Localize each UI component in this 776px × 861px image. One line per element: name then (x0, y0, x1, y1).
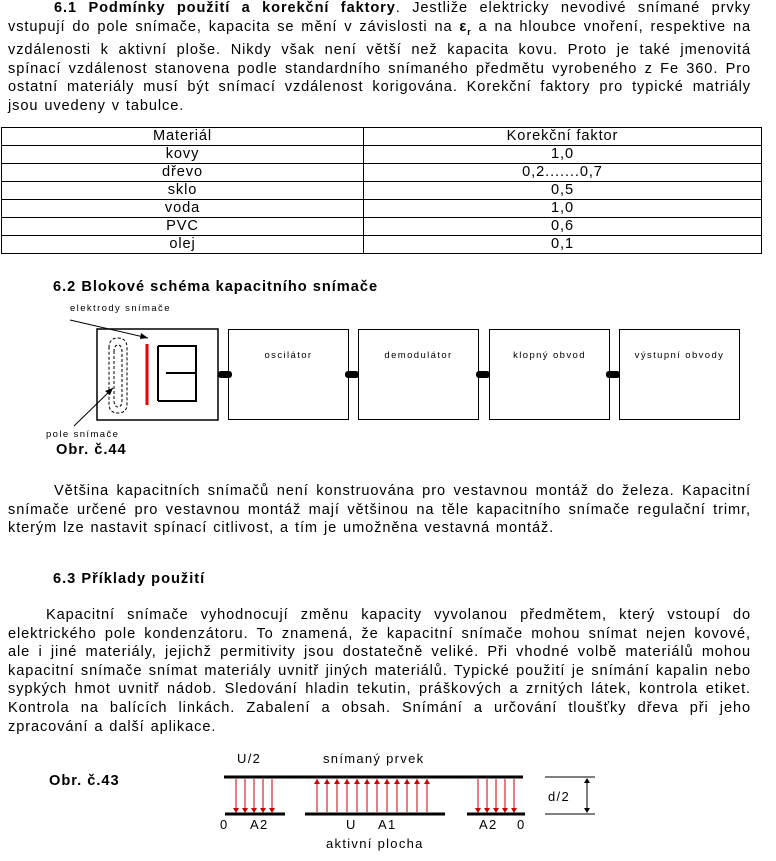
label-a2-right: A2 (479, 817, 498, 832)
field-lines-up (317, 779, 427, 812)
block-demodulator: demodulátor (358, 329, 479, 420)
section-6-1-heading: 6.1 Podmínky použití a korekční faktory (54, 0, 396, 16)
label-d2: d/2 (548, 789, 570, 804)
epsilon-symbol: $\varepsilon_r$ (459, 18, 472, 37)
label-electrodes: elektrody snímače (70, 303, 171, 314)
label-active-surface: aktivní plocha (326, 836, 424, 851)
block-flipflop: klopný obvod (489, 329, 610, 420)
table-row: PVC 0,6 (2, 218, 762, 236)
connector (218, 371, 232, 378)
section-6-3-heading: 6.3 Příklady použití (53, 571, 206, 587)
label-u: U (346, 817, 357, 832)
block-oscillator: oscilátor (228, 329, 349, 420)
paragraph-mounting: Většina kapacitních snímačů není konstruována pro vestavnou montáž do železa. Kapacitní snímače určené pro vestavnou montáž mají většinou na těle kapacitního snímače regulační trimr, kterým lze nastavit spínací citlivost, a tím je umožněna vestavná montáž. (8, 483, 751, 537)
table-row: olej 0,1 (2, 236, 762, 254)
connector (345, 371, 359, 378)
label-sensed-element: snímaný prvek (323, 751, 425, 766)
field-arrows-down (233, 808, 517, 813)
connector (606, 371, 620, 378)
table-row: dřevo 0,2.......0,7 (2, 164, 762, 182)
section-6-3-paragraph: Kapacitní snímače vyhodnocují změnu kapacity vyvolanou předmětem, který vstoupí do elektrického pole kondenzátoru. To znamená, že kapacitní snímače mohou snímat nejen kovové, ale i jiné materiály, jejichž permitivity jsou dostatečně veliké. Při vhodné volbě materiálů mohou kapacitní snímače snímat materiály uvnitř jiných materiálů. Typické použití je snímání kapalin nebo sypkých hmot uvnitř nádob. Sledování hladin tekutin, práškových a zrnitých látek, kontrola etiket. Kontrola na balících linkách. Zabalení a obsah. Snímání a určování tloušťky dřeva při jeho zpracování a další aplikace. (8, 607, 751, 735)
block-output: výstupní obvody (619, 329, 740, 420)
section-6-1-paragraph: 6.1 Podmínky použití a korekční faktory. Jestliže elektricky nevodivé snímané prvky vstupují do pole snímače, kapacita se mění v závislosti na $\varepsilon_r$ a na hloubce vnoření, respektive na vzdálenosti k aktivní ploše. Nikdy však není větší než kapacita kovu. Proto je také jmenovitá spínací vzdálenost stanovena podle standardního snímaného předmětu vyrobeného z Fe 360. Pro ostatní materiály musí být snímací vzdálenost korigována. Korekční faktory pro typické matriály jsou uvedeny v tabulce. (8, 0, 752, 114)
connector (476, 371, 490, 378)
label-0-left: 0 (220, 817, 229, 832)
label-0-right: 0 (517, 817, 526, 832)
label-a2-left: A2 (250, 817, 269, 832)
section-6-2-heading: 6.2 Blokové schéma kapacitního snímače (53, 279, 379, 295)
field-arrows-up (314, 779, 430, 784)
label-u2: U/2 (237, 751, 262, 766)
figure-44-label: Obr. č.44 (56, 442, 127, 458)
figure-43-label: Obr. č.43 (49, 773, 120, 789)
label-a1: A1 (378, 817, 397, 832)
table-row: kovy 1,0 (2, 146, 762, 164)
header-material: Materiál (2, 128, 364, 146)
table-row: voda 1,0 (2, 200, 762, 218)
label-field: pole snímače (46, 429, 120, 440)
header-factor: Korekční faktor (364, 128, 762, 146)
table-row: sklo 0,5 (2, 182, 762, 200)
